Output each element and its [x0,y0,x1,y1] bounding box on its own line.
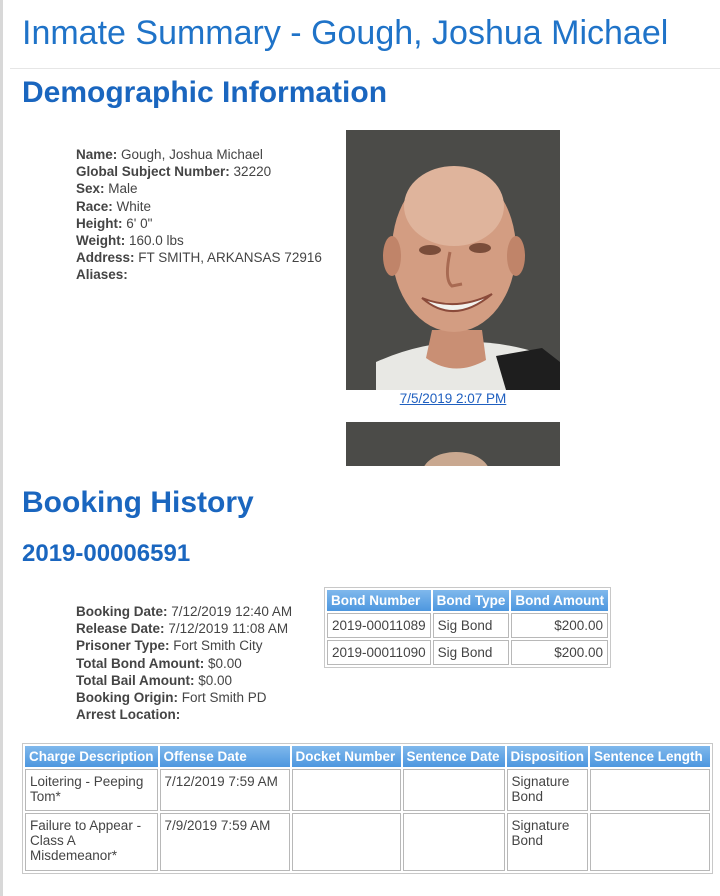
info-row-sex: Sex: Male [76,181,138,197]
docket-number-cell [292,813,401,871]
demographic-heading: Demographic Information [22,76,388,109]
charge-header-sentence-length: Sentence Length [590,746,710,767]
offense-date-cell: 7/9/2019 7:59 AM [160,813,290,871]
charge-header-disposition: Disposition [507,746,589,767]
charge-header-description: Charge Description [25,746,158,767]
bond-header-number: Bond Number [327,590,431,611]
booking-row-prisoner-type: Prisoner Type: Fort Smith City [76,638,263,654]
info-row-subject-number: Global Subject Number: 32220 [76,164,272,180]
bond-header-type: Bond Type [433,590,510,611]
mugshot-illustration-2 [346,422,560,466]
charge-description-cell: Failure to Appear - Class A Misdemeanor* [25,813,158,871]
bond-table [324,587,611,668]
charge-header-docket-number: Docket Number [292,746,401,767]
bond-type-cell: Sig Bond [433,613,510,638]
table-row [327,613,608,638]
title-divider [10,68,720,69]
bond-number-cell: 2019-00011090 [327,640,431,665]
bond-number-cell: 2019-00011089 [327,613,431,638]
demographic-info [76,146,322,284]
bond-amount-cell: $200.00 [511,640,608,665]
booking-row-total-bail: Total Bail Amount: $0.00 [76,672,233,688]
booking-info [76,603,292,723]
booking-row-origin: Booking Origin: Fort Smith PD [76,690,267,706]
info-row-aliases: Aliases: [76,267,128,283]
booking-number: 2019-00006591 [22,540,191,567]
info-row-weight: Weight: 160.0 lbs [76,233,184,249]
bond-type-cell: Sig Bond [433,640,510,665]
charge-header-offense-date: Offense Date [160,746,290,767]
offense-date-cell: 7/12/2019 7:59 AM [160,769,290,811]
sentence-length-cell [590,769,710,811]
bond-header-amount: Bond Amount [511,590,608,611]
bond-header-row [327,590,608,611]
charge-table [22,743,713,874]
table-row [25,769,710,811]
info-row-name: Name: Gough, Joshua Michael [76,147,263,162]
page-title: Inmate Summary - Gough, Joshua Michael [22,14,669,52]
info-row-address: Address: FT SMITH, ARKANSAS 72916 [76,250,322,266]
sentence-length-cell [590,813,710,871]
disposition-cell: Signature Bond [507,813,589,871]
table-row [25,813,710,871]
sentence-date-cell [403,813,505,871]
left-border [0,0,3,896]
table-row [327,640,608,665]
booking-row-total-bond: Total Bond Amount: $0.00 [76,655,242,671]
sentence-date-cell [403,769,505,811]
booking-row-release-date: Release Date: 7/12/2019 11:08 AM [76,621,289,637]
charge-description-cell: Loitering - Peeping Tom* [25,769,158,811]
disposition-cell: Signature Bond [507,769,589,811]
photo-date-link[interactable]: 7/5/2019 2:07 PM [399,391,507,406]
mugshot-photo-2 [346,422,560,466]
booking-row-booking-date: Booking Date: 7/12/2019 12:40 AM [76,604,293,619]
charge-header-row [25,746,710,767]
charge-header-sentence-date: Sentence Date [403,746,505,767]
docket-number-cell [292,769,401,811]
mugshot-illustration [346,130,560,390]
bond-amount-cell: $200.00 [511,613,608,638]
info-row-race: Race: White [76,198,152,214]
info-row-height: Height: 6' 0" [76,215,153,231]
mugshot-photo [346,130,560,390]
booking-history-heading: Booking History [22,486,254,519]
booking-row-arrest-location: Arrest Location: [76,707,181,723]
